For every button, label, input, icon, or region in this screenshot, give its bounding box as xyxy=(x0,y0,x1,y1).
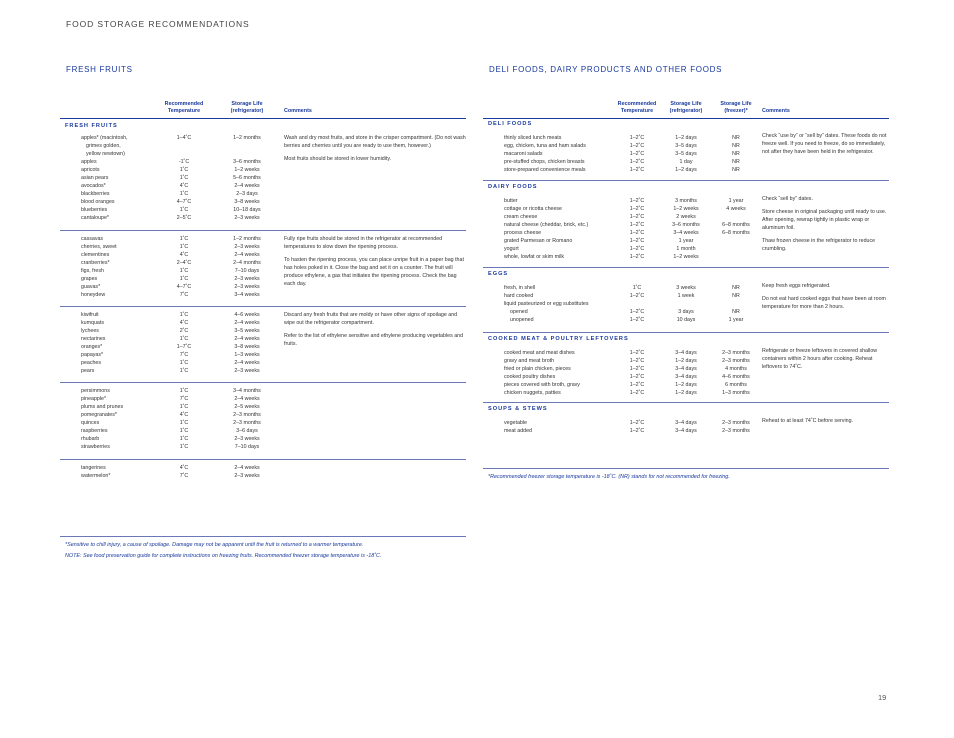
item-storage-life: 2–4 weeks xyxy=(234,336,260,342)
table-row xyxy=(483,166,889,174)
header-storage-life-freezer: Storage Life (freezer)* xyxy=(720,101,752,114)
item-name: oranges* xyxy=(81,344,103,350)
comment-text: Fully ripe fruits should be stored in the refrigerator at recommended temperatures to slow down the ripening process. xyxy=(284,236,443,251)
item-storage-life: 2–3 weeks xyxy=(234,368,260,374)
item-name: liquid pasteurized or egg substitutes xyxy=(504,301,589,307)
item-storage-life-freezer: 2–3 months xyxy=(722,350,750,356)
item-name: chicken nuggets, patties xyxy=(504,390,561,396)
item-name: apricots xyxy=(81,167,100,173)
table-row xyxy=(60,190,466,198)
deli-dairy-section xyxy=(483,0,889,738)
item-temperature: 1–2˚C xyxy=(629,230,645,236)
item-name: process cheese xyxy=(504,230,542,236)
header-comments: Comments xyxy=(284,108,312,114)
item-temperature: 1–2˚C xyxy=(629,214,645,220)
item-name: whole, lowfat or skim milk xyxy=(504,254,565,260)
comment-text: Check “use by” or “sell by” dates. These foods do not freeze well. If you need to freeze, do so immediately, not after they have been held in the refrigerator. xyxy=(762,133,887,156)
fresh-fruits-title: FRESH FRUITS xyxy=(66,65,133,74)
item-temperature: 4˚C xyxy=(179,465,189,471)
comment-text: Discard any fresh fruits that are moldy or have other signs of spoilage and wipe out the refrigerator compartment. xyxy=(284,312,458,327)
item-temperature: 1–2˚C xyxy=(629,238,645,244)
item-storage-life: 3–5 weeks xyxy=(234,328,260,334)
item-storage-life-refrigerator: 1–2 weeks xyxy=(673,206,699,212)
item-storage-life-freezer: NR xyxy=(732,293,740,299)
item-temperature: 1˚C xyxy=(179,420,189,426)
fruit-group xyxy=(60,464,466,480)
item-temperature: 1˚C xyxy=(179,336,189,342)
item-name: lychees xyxy=(81,328,99,334)
item-storage-life-refrigerator: 3–4 days xyxy=(675,366,697,372)
item-name: thinly sliced lunch meats xyxy=(504,135,562,141)
header-divider xyxy=(483,118,889,119)
item-storage-life-refrigerator: 1 week xyxy=(677,293,695,299)
item-name: grimes golden, xyxy=(86,143,121,149)
page-title: FOOD STORAGE RECOMMENDATIONS xyxy=(66,19,250,29)
item-storage-life: 2–4 weeks xyxy=(234,320,260,326)
item-storage-life-refrigerator: 3–4 days xyxy=(675,428,697,434)
table-row xyxy=(60,359,466,367)
item-storage-life-freezer: NR xyxy=(732,135,740,141)
item-temperature: 2–4˚C xyxy=(176,260,192,266)
table-row xyxy=(60,403,466,411)
comment-text: Keep fresh eggs refrigerated. xyxy=(762,283,831,289)
item-temperature: 1˚C xyxy=(179,175,189,181)
item-name: grated Parmesan or Romano xyxy=(504,238,573,244)
food-group xyxy=(483,121,889,173)
item-storage-life-refrigerator: 1 month xyxy=(676,246,696,252)
item-name: watermelon* xyxy=(81,473,111,479)
item-storage-life: 3–6 days xyxy=(236,428,258,434)
group-label: SOUPS & STEWS xyxy=(488,406,548,412)
item-name: yogurt xyxy=(504,246,519,252)
item-temperature: 1–2˚C xyxy=(629,293,645,299)
item-storage-life: 3–4 months xyxy=(233,388,261,394)
group-divider xyxy=(483,267,889,268)
item-storage-life: 2–4 months xyxy=(233,260,261,266)
item-temperature: 1–2˚C xyxy=(629,167,645,173)
item-storage-life-refrigerator: 1–2 days xyxy=(675,167,697,173)
item-temperature: 4˚C xyxy=(179,183,189,189)
item-storage-life-refrigerator: 1 year xyxy=(678,238,694,244)
item-storage-life-refrigerator: 3 days xyxy=(678,309,694,315)
comment-text: Refer to the list of ethylene sensitive and ethylene producing vegetables and fruits. xyxy=(284,333,464,348)
item-name: raspberries xyxy=(81,428,108,434)
header-comments: Comments xyxy=(762,108,790,114)
item-name: cooked poultry dishes xyxy=(504,374,556,380)
item-storage-life: 7–10 days xyxy=(234,444,260,450)
item-storage-life: 2–3 months xyxy=(233,420,261,426)
item-storage-life: 3–6 months xyxy=(233,159,261,165)
food-group xyxy=(483,406,889,434)
item-storage-life-refrigerator: 1–2 days xyxy=(675,390,697,396)
item-name: gravy and meat broth xyxy=(504,358,555,364)
item-storage-life-freezer: 2–3 months xyxy=(722,420,750,426)
group-comments xyxy=(284,235,466,294)
table-row xyxy=(60,395,466,403)
item-storage-life: 2–4 weeks xyxy=(234,183,260,189)
item-temperature: 1˚C xyxy=(179,436,189,442)
item-temperature: 1˚C xyxy=(179,207,189,213)
table-row xyxy=(60,411,466,419)
table-row xyxy=(483,389,889,397)
fruit-group xyxy=(60,311,466,375)
table-row xyxy=(60,472,466,480)
item-name: plums and prunes xyxy=(81,404,124,410)
item-storage-life-freezer: NR xyxy=(732,143,740,149)
item-storage-life: 1–2 weeks xyxy=(234,167,260,173)
item-temperature: 4˚C xyxy=(179,320,189,326)
item-storage-life: 2–4 weeks xyxy=(234,360,260,366)
item-storage-life-freezer: 1–3 months xyxy=(722,390,750,396)
item-name: natural cheese (cheddar, brick, etc.) xyxy=(504,222,589,228)
item-storage-life-freezer: 6–8 months xyxy=(722,230,750,236)
item-temperature: 1˚C xyxy=(179,276,189,282)
item-storage-life: 2–3 weeks xyxy=(234,284,260,290)
item-name: cantaloupe* xyxy=(81,215,109,221)
item-storage-life: 3–8 weeks xyxy=(234,344,260,350)
item-temperature: 1–2˚C xyxy=(629,143,645,149)
item-name: cream cheese xyxy=(504,214,538,220)
group-divider xyxy=(60,230,466,231)
item-temperature: 1–2˚C xyxy=(629,358,645,364)
table-row xyxy=(60,174,466,182)
item-name: strawberries xyxy=(81,444,110,450)
food-group xyxy=(483,271,889,323)
item-name: avocados* xyxy=(81,183,106,189)
group-divider xyxy=(483,180,889,181)
item-name: yellow newtown) xyxy=(86,151,125,157)
group-divider xyxy=(483,402,889,403)
item-name: hard cooked xyxy=(504,293,534,299)
item-temperature: 1˚C xyxy=(179,312,189,318)
item-temperature: 1–2˚C xyxy=(629,374,645,380)
item-temperature: 1˚C xyxy=(179,236,189,242)
group-comments xyxy=(284,134,466,168)
item-name: cassavas xyxy=(81,236,104,242)
item-storage-life-refrigerator: 3–4 weeks xyxy=(673,230,699,236)
item-name: pineapple* xyxy=(81,396,107,402)
item-temperature: 1–2˚C xyxy=(629,254,645,260)
item-name: clementines xyxy=(81,252,110,258)
item-name: honeydew xyxy=(81,292,106,298)
item-temperature: 7˚C xyxy=(179,396,189,402)
item-name: vegetable xyxy=(504,420,527,426)
food-group xyxy=(483,336,889,396)
item-storage-life: 2–4 weeks xyxy=(234,465,260,471)
item-storage-life-freezer: 4 weeks xyxy=(726,206,746,212)
table-row xyxy=(60,182,466,190)
comment-text: Thaw frozen cheese in the refrigerator to reduce crumbling. xyxy=(762,238,876,253)
item-name: persimmons xyxy=(81,388,110,394)
header-storage-life: Storage Life (refrigerator) xyxy=(230,101,264,114)
item-storage-life-refrigerator: 3–6 months xyxy=(672,222,700,228)
item-name: pre-stuffed chops, chicken breasts xyxy=(504,159,585,165)
item-name: rhubarb xyxy=(81,436,100,442)
item-temperature: 1–2˚C xyxy=(629,222,645,228)
group-label: DELI FOODS xyxy=(488,121,533,127)
notes-divider xyxy=(483,468,889,469)
item-name: store-prepared convenience meals xyxy=(504,167,586,173)
item-temperature: 1–2˚C xyxy=(629,135,645,141)
item-temperature: 2˚C xyxy=(179,328,189,334)
item-name: grapes xyxy=(81,276,98,282)
item-temperature: 7˚C xyxy=(179,352,189,358)
comment-text: Reheat to at least 74˚C before serving. xyxy=(762,418,853,424)
item-temperature: 1˚C xyxy=(179,368,189,374)
item-storage-life: 2–3 months xyxy=(233,412,261,418)
item-name: asian pears xyxy=(81,175,109,181)
item-storage-life-refrigerator: 3–5 days xyxy=(675,151,697,157)
table-row xyxy=(483,381,889,389)
item-name: cranberries* xyxy=(81,260,110,266)
item-name: apples xyxy=(81,159,97,165)
item-temperature: 1–2˚C xyxy=(629,366,645,372)
item-name: kumquats xyxy=(81,320,104,326)
item-temperature: 1˚C xyxy=(179,404,189,410)
item-storage-life: 2–4 weeks xyxy=(234,396,260,402)
item-storage-life-freezer: 6–8 months xyxy=(722,222,750,228)
freezing-note: NOTE: See food preservation guide for complete instructions on freezing fruits. Recommended freezer storage temperature is -18˚C. xyxy=(65,553,382,559)
item-temperature: 1˚C xyxy=(179,268,189,274)
item-name: blueberries xyxy=(81,207,108,213)
item-temperature: 1–2˚C xyxy=(629,198,645,204)
item-name: fresh, in shell xyxy=(504,285,536,291)
item-temperature: 1–4˚C xyxy=(176,135,192,141)
item-storage-life-freezer: NR xyxy=(732,159,740,165)
item-storage-life-freezer: NR xyxy=(732,285,740,291)
item-temperature: 1–2˚C xyxy=(629,390,645,396)
item-storage-life: 10–18 days xyxy=(233,207,261,213)
item-temperature: 4–7˚C xyxy=(176,199,192,205)
fruit-group xyxy=(60,235,466,299)
comment-text: Refrigerate or freeze leftovers in covered shallow containers within 2 hours after cooking. Reheat leftovers to 74˚C. xyxy=(762,348,878,371)
item-name: cottage or ricotta cheese xyxy=(504,206,563,212)
item-storage-life-refrigerator: 3 weeks xyxy=(676,285,696,291)
header-temperature: Recommended Temperature xyxy=(617,101,657,114)
item-name: blood oranges xyxy=(81,199,115,205)
item-name: nectarines xyxy=(81,336,106,342)
item-name: pieces covered with broth, gravy xyxy=(504,382,580,388)
item-name: kiwifruit xyxy=(81,312,99,318)
group-label-fresh-fruits: FRESH FRUITS xyxy=(65,123,118,129)
item-temperature: 1–2˚C xyxy=(629,159,645,165)
item-storage-life-refrigerator: 3–4 days xyxy=(675,350,697,356)
item-temperature: 1–2˚C xyxy=(629,309,645,315)
comment-text: Do not eat hard cooked eggs that have been at room temperature for more than 2 hours. xyxy=(762,296,886,311)
item-storage-life-refrigerator: 3–4 days xyxy=(675,420,697,426)
group-label: EGGS xyxy=(488,271,509,277)
header-divider xyxy=(60,118,466,119)
item-temperature: 1–2˚C xyxy=(629,350,645,356)
item-name: guavas* xyxy=(81,284,101,290)
item-name: fried or plain chicken, pieces xyxy=(504,366,571,372)
item-temperature: 1˚C xyxy=(632,285,642,291)
item-storage-life: 2–4 weeks xyxy=(234,252,260,258)
item-storage-life: 1–2 months xyxy=(233,135,261,141)
table-row xyxy=(60,367,466,375)
item-temperature: 1˚C xyxy=(179,360,189,366)
item-name: butter xyxy=(504,198,518,204)
item-temperature: 7˚C xyxy=(179,473,189,479)
item-temperature: 1–7˚C xyxy=(176,344,192,350)
group-comments xyxy=(762,282,887,316)
item-storage-life: 2–3 days xyxy=(236,191,258,197)
item-temperature: 4˚C xyxy=(179,252,189,258)
fruit-group xyxy=(60,387,466,451)
comment-text: To hasten the ripening process, you can place unripe fruit in a paper bag that has holes poked in it. Close the bag and set it on a counter. The fruit will produce ethylene, a gas that initiates the ripening process. Check the bag each day. xyxy=(284,257,464,288)
fruit-rows xyxy=(60,387,466,451)
item-storage-life-freezer: 4–6 months xyxy=(722,374,750,380)
table-row xyxy=(60,435,466,443)
item-name: meat added xyxy=(504,428,532,434)
group-comments xyxy=(762,195,887,259)
group-comments xyxy=(284,311,466,353)
item-temperature: 1–2˚C xyxy=(629,317,645,323)
item-temperature: -1˚C xyxy=(178,159,190,165)
group-comments xyxy=(762,417,887,430)
item-name: peaches xyxy=(81,360,102,366)
item-name: pomegranates* xyxy=(81,412,117,418)
item-storage-life-freezer: 1 year xyxy=(728,198,744,204)
item-storage-life-refrigerator: 3 months xyxy=(675,198,697,204)
table-row xyxy=(60,206,466,214)
group-comments xyxy=(762,132,887,161)
item-name: figs, fresh xyxy=(81,268,104,274)
item-temperature: 1˚C xyxy=(179,388,189,394)
item-storage-life: 2–3 weeks xyxy=(234,244,260,250)
item-temperature: 4–7˚C xyxy=(176,284,192,290)
group-comments xyxy=(762,347,887,376)
item-temperature: 1–2˚C xyxy=(629,246,645,252)
item-name: quinces xyxy=(81,420,100,426)
item-storage-life-refrigerator: 3–5 days xyxy=(675,143,697,149)
page-number: 19 xyxy=(878,693,887,702)
item-temperature: 4˚C xyxy=(179,412,189,418)
header-temperature: Recommended Temperature xyxy=(164,101,204,114)
freezer-note: *Recommended freezer storage temperature is -18˚C. (NR) stands for not recommended for freezing. xyxy=(488,474,730,480)
item-storage-life: 2–5 weeks xyxy=(234,404,260,410)
item-storage-life: 3–4 weeks xyxy=(234,292,260,298)
group-divider xyxy=(60,382,466,383)
item-name: unopened xyxy=(510,317,534,323)
item-storage-life-freezer: NR xyxy=(732,151,740,157)
item-temperature: 1˚C xyxy=(179,191,189,197)
table-row xyxy=(60,464,466,472)
item-name: macaroni salads xyxy=(504,151,543,157)
item-storage-life: 2–3 weeks xyxy=(234,276,260,282)
item-storage-life-refrigerator: 1–2 days xyxy=(675,135,697,141)
item-name: cherries, sweet xyxy=(81,244,117,250)
food-group xyxy=(483,184,889,260)
group-divider xyxy=(60,306,466,307)
item-temperature: 1–2˚C xyxy=(629,151,645,157)
fruit-rows xyxy=(60,464,466,480)
item-name: blackberries xyxy=(81,191,110,197)
item-temperature: 7˚C xyxy=(179,292,189,298)
item-name: egg, chicken, tuna and ham salads xyxy=(504,143,586,149)
item-storage-life-refrigerator: 1–2 weeks xyxy=(673,254,699,260)
item-storage-life-freezer: 6 months xyxy=(725,382,747,388)
item-name: tangerines xyxy=(81,465,106,471)
fresh-fruits-section xyxy=(60,0,466,738)
header-storage-life-refrigerator: Storage Life (refrigerator) xyxy=(669,101,703,114)
item-storage-life: 2–3 weeks xyxy=(234,436,260,442)
item-storage-life: 3–8 weeks xyxy=(234,199,260,205)
table-row xyxy=(60,427,466,435)
item-storage-life-freezer: 1 year xyxy=(728,317,744,323)
item-temperature: 1–2˚C xyxy=(629,428,645,434)
item-storage-life: 4–6 weeks xyxy=(234,312,260,318)
deli-dairy-title: DELI FOODS, DAIRY PRODUCTS AND OTHER FOODS xyxy=(489,65,723,74)
comment-text: Check “sell by” dates. xyxy=(762,196,813,202)
table-row xyxy=(60,198,466,206)
item-storage-life: 2–3 weeks xyxy=(234,473,260,479)
fruit-group xyxy=(60,134,466,222)
table-row xyxy=(60,387,466,395)
item-storage-life: 1–2 months xyxy=(233,236,261,242)
item-storage-life: 5–6 months xyxy=(233,175,261,181)
item-storage-life-refrigerator: 3–4 days xyxy=(675,374,697,380)
item-temperature: 1˚C xyxy=(179,444,189,450)
item-temperature: 1˚C xyxy=(179,244,189,250)
item-temperature: 1–2˚C xyxy=(629,382,645,388)
comment-text: Most fruits should be stored in lower humidity. xyxy=(284,156,392,163)
item-temperature: 2–5˚C xyxy=(176,215,192,221)
group-divider xyxy=(60,459,466,460)
item-name: opened xyxy=(510,309,528,315)
comment-text: Wash and dry most fruits, and store in the crisper compartment. (Do not wash berries and cherries until you are ready to use them, however.) xyxy=(284,135,466,150)
item-name: papayas* xyxy=(81,352,104,358)
item-storage-life-freezer: NR xyxy=(732,309,740,315)
item-name: apples* (macintosh, xyxy=(81,135,128,141)
item-temperature: 1–2˚C xyxy=(629,420,645,426)
group-label: COOKED MEAT & POULTRY LEFTOVERS xyxy=(488,336,629,342)
item-storage-life: 7–10 days xyxy=(234,268,260,274)
item-storage-life-refrigerator: 10 days xyxy=(676,317,696,323)
table-row xyxy=(60,214,466,222)
item-storage-life-freezer: 4 months xyxy=(725,366,747,372)
item-temperature: 1–2˚C xyxy=(629,206,645,212)
item-storage-life-refrigerator: 1–2 days xyxy=(675,358,697,364)
item-storage-life-refrigerator: 2 weeks xyxy=(676,214,696,220)
chill-injury-note: *Sensitive to chill injury, a cause of spoilage. Damage may not be apparent until the fruit is returned to a warmer temperature. xyxy=(65,542,364,548)
item-name: cooked meat and meat dishes xyxy=(504,350,575,356)
group-label: DAIRY FOODS xyxy=(488,184,538,190)
table-row xyxy=(483,316,889,324)
item-storage-life-refrigerator: 1 day xyxy=(679,159,693,165)
item-storage-life-freezer: NR xyxy=(732,167,740,173)
item-temperature: 1˚C xyxy=(179,167,189,173)
item-storage-life-refrigerator: 1–2 days xyxy=(675,382,697,388)
notes-divider xyxy=(60,536,466,537)
item-storage-life: 2–3 weeks xyxy=(234,215,260,221)
item-temperature: 1˚C xyxy=(179,428,189,434)
table-row xyxy=(60,443,466,451)
table-row xyxy=(60,419,466,427)
item-storage-life-freezer: 2–3 months xyxy=(722,358,750,364)
group-divider xyxy=(483,332,889,333)
item-name: pears xyxy=(81,368,95,374)
item-storage-life-freezer: 2–3 months xyxy=(722,428,750,434)
comment-text: Store cheese in original packaging until ready to use. After opening, rewrap tightly in plastic wrap or aluminum foil. xyxy=(762,209,887,232)
item-storage-life: 1–3 weeks xyxy=(234,352,260,358)
